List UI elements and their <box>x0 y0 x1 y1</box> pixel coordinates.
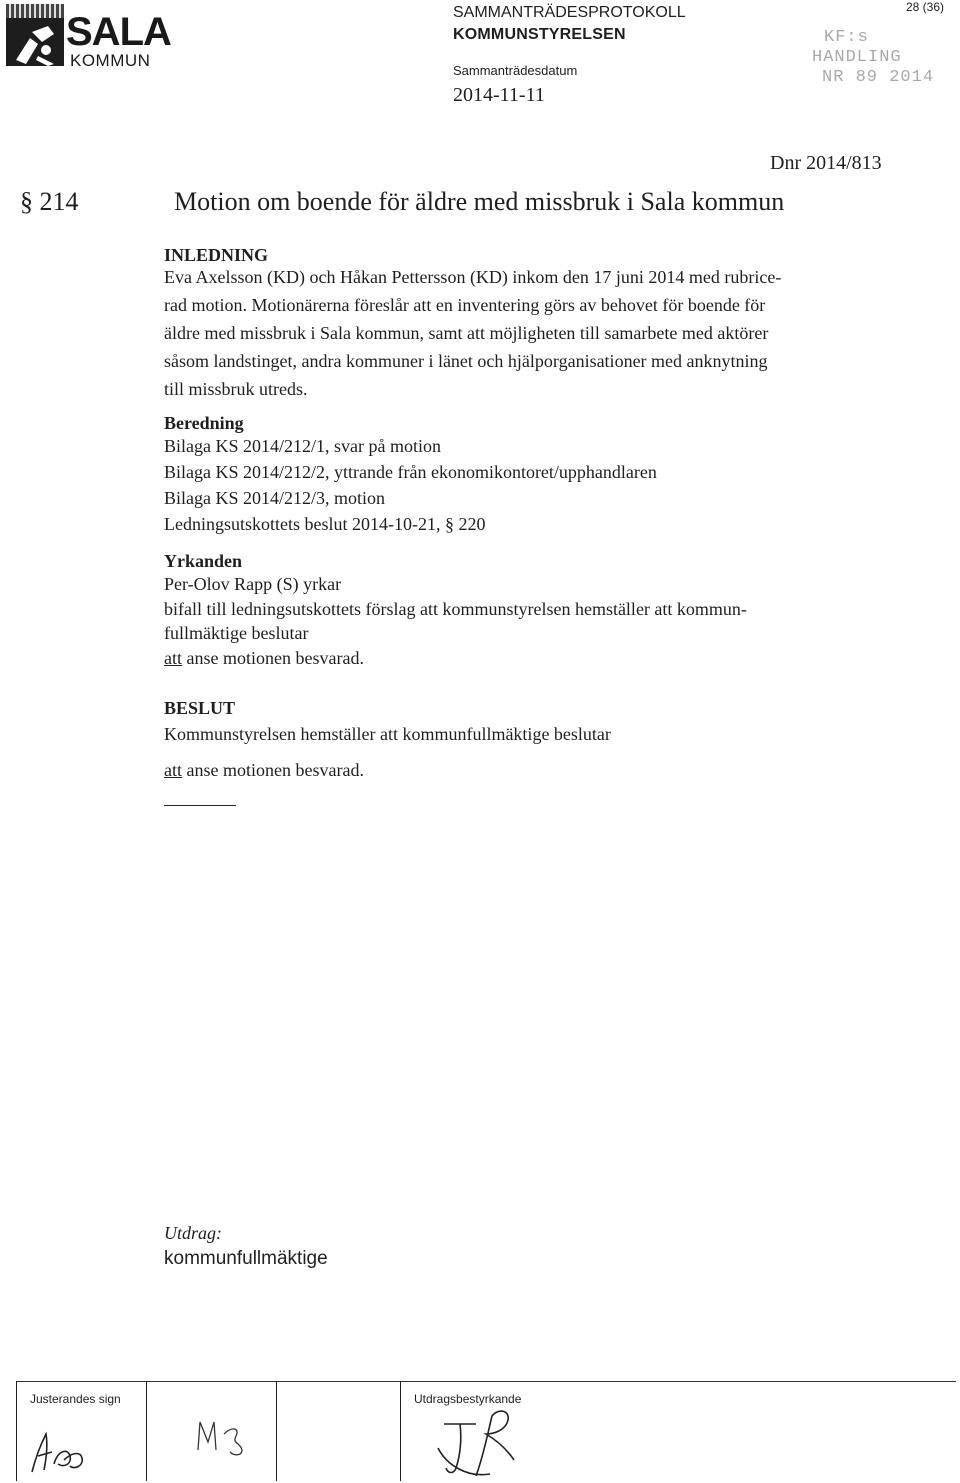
text-line: Kommunstyrelsen hemställer att kommunfullmäktige beslutar <box>164 724 611 744</box>
stamp-line-1: KF:s <box>824 28 869 47</box>
text-line <box>164 645 904 671</box>
logo-name: SALA <box>66 10 171 54</box>
document-type: SAMMANTRÄDESPROTOKOLL <box>453 4 686 21</box>
text-line: äldre med missbruk i Sala kommun, samt att möjligheten till samarbete med aktörer <box>164 323 769 343</box>
text-line: bifall till ledningsutskottets förslag att kommunstyrelsen hemställer att kommun- <box>164 599 747 619</box>
attachment-item: Bilaga KS 2014/212/1, svar på motion <box>164 436 441 456</box>
divider <box>400 1381 401 1481</box>
attachment-item: Ledningsutskottets beslut 2014-10-21, § 220 <box>164 514 486 534</box>
text-line: Per-Olov Rapp (S) yrkar <box>164 574 342 594</box>
text-line: rad motion. Motionärerna föreslår att en inventering görs av behovet för boende för <box>164 295 766 315</box>
crest-pattern <box>6 4 64 18</box>
logo-subtitle: KOMMUN <box>70 51 151 70</box>
stamp-line-2: HANDLING <box>812 48 902 67</box>
utdragsbestyrkande-label: Utdragsbestyrkande <box>414 1392 522 1406</box>
utdrag-recipient: kommunfullmäktige <box>164 1248 328 1269</box>
divider <box>276 1381 277 1481</box>
page-number: 28 (36) <box>906 0 945 14</box>
meeting-date: 2014-11-11 <box>453 84 545 106</box>
signature-initials-1 <box>24 1420 94 1476</box>
date-label: Sammanträdesdatum <box>453 63 578 78</box>
inledning-heading: INLEDNING <box>164 245 269 265</box>
text-line: fullmäktige beslutar <box>164 623 309 643</box>
beslut-heading: BESLUT <box>164 698 236 718</box>
text-line: Eva Axelsson (KD) och Håkan Pettersson (KD) inkom den 17 juni 2014 med rubrice- <box>164 267 782 287</box>
att-keyword: att <box>164 760 182 780</box>
handling-stamp <box>812 28 934 88</box>
text-line: till missbruk utreds. <box>164 379 308 399</box>
attachment-item: Bilaga KS 2014/212/3, motion <box>164 488 386 508</box>
inledning-text <box>164 263 904 403</box>
beredning-heading: Beredning <box>164 413 244 433</box>
yrkanden-heading: Yrkanden <box>164 551 243 571</box>
beredning-list <box>164 433 904 537</box>
att-clause: anse motionen besvarad. <box>182 648 364 668</box>
end-rule <box>164 805 236 806</box>
case-title: Motion om boende för äldre med missbruk i Sala kommun <box>174 187 785 216</box>
stamp-line-3: NR 89 2014 <box>822 68 935 87</box>
att-keyword: att <box>164 648 182 668</box>
hammer-figure-icon <box>8 20 62 66</box>
paragraph-number: § 214 <box>20 187 79 216</box>
organization-name: KOMMUNSTYRELSEN <box>453 26 626 43</box>
signature-initials-2 <box>194 1416 254 1460</box>
justerandes-sign-label: Justerandes sign <box>30 1392 121 1406</box>
beslut-text <box>164 720 904 784</box>
divider <box>16 1381 17 1481</box>
signature-certifier <box>436 1404 532 1480</box>
attachment-item: Bilaga KS 2014/212/2, yttrande från ekonomikontoret/upphandlaren <box>164 462 657 482</box>
att-clause: anse motionen besvarad. <box>182 760 364 780</box>
text-line <box>164 756 904 784</box>
text-line: såsom landstinget, andra kommuner i länet och hjälporganisationer med anknytning <box>164 351 768 371</box>
divider <box>146 1381 147 1481</box>
case-number: Dnr 2014/813 <box>770 152 882 174</box>
yrkanden-text <box>164 571 904 671</box>
utdrag-label: Utdrag: <box>164 1223 222 1243</box>
